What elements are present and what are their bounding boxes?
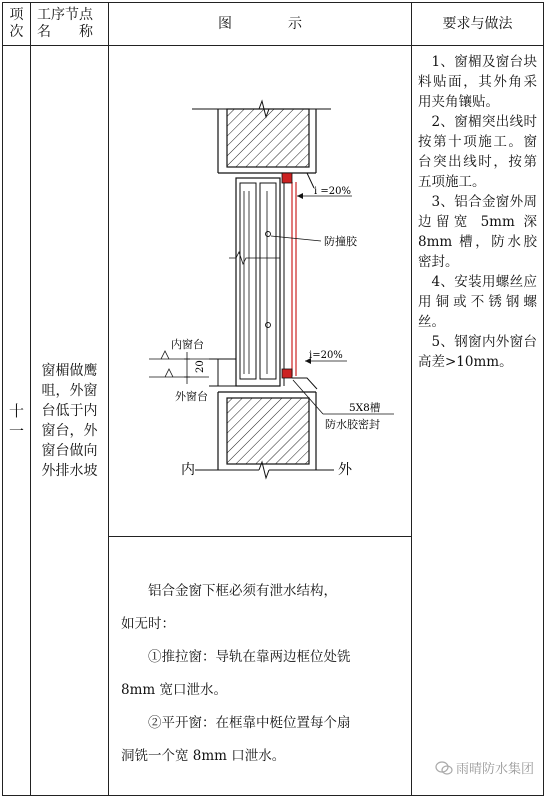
item-number-line2: 一	[8, 421, 24, 440]
top-sealant	[282, 173, 292, 183]
frame-break-line	[229, 252, 280, 264]
outside-label: 外	[338, 462, 352, 478]
dimension-value: 20	[195, 360, 206, 373]
item-row	[3, 46, 544, 537]
slope-label-bottom: i=20%	[309, 350, 343, 361]
inner-sill-marker	[161, 351, 169, 359]
bumper-dot	[266, 323, 271, 328]
slope-label-top: i =20%	[314, 186, 351, 197]
node-line: 窗楣做鹰	[41, 362, 98, 379]
note-line: 8mm 宽口泄水。	[121, 682, 227, 698]
groove-label: 5X8槽	[349, 402, 381, 414]
note-line: 铝合金窗下框必须有泄水结构，	[148, 583, 337, 599]
header-node	[31, 3, 109, 46]
requirement-item: 2、窗楣突出线时按第十项施工。窗台突出线时，按第五项施工。	[418, 114, 537, 190]
node-line: 咀，外窗	[41, 382, 98, 399]
node-line: 窗台做向	[41, 442, 98, 459]
slope-arrow-top	[297, 193, 303, 199]
outer-sill-label: 外窗台	[175, 390, 208, 403]
inner-sash	[240, 183, 256, 379]
header-node-line1: 工序节点	[37, 7, 93, 23]
requirement-item: 1、窗楣及窗台块料贴面，其外角采用夹角镶贴。	[418, 54, 537, 110]
spec-table	[2, 2, 544, 796]
header-row	[3, 3, 544, 46]
requirements-cell	[412, 46, 544, 796]
node-name	[31, 46, 109, 796]
window-frame	[236, 178, 280, 386]
item-number	[3, 46, 31, 796]
inside-label: 内	[181, 462, 195, 478]
header-node-line2: 名 称	[37, 24, 93, 40]
note-line: 洞铣一个宽 8mm 口泄水。	[121, 748, 286, 764]
watermark	[435, 758, 534, 777]
note-line: ①推拉窗：导轨在靠两边框位处铣	[148, 649, 351, 665]
inner-sill-label: 内窗台	[171, 338, 204, 351]
figure-cell	[109, 46, 412, 537]
note-line: 如无时：	[121, 616, 175, 632]
sealant-label: 防水胶密封	[325, 418, 380, 431]
bumper-dot	[266, 232, 271, 237]
header-requirements: 要求与做法	[412, 3, 544, 46]
watermark-text: 雨晴防水集团	[455, 762, 534, 777]
outer-sill-marker	[165, 369, 173, 377]
requirement-item: 5、钢窗内外窗台高差>10mm。	[418, 334, 537, 370]
upper-masonry-block	[227, 109, 309, 167]
node-line: 外排水坡	[41, 462, 98, 479]
node-line: 窗台，外	[41, 422, 98, 439]
requirement-item: 3、铝合金窗外周边留宽 5mm 深 8mm 槽，防水胶密封。	[418, 194, 537, 270]
header-no-line1: 项	[9, 7, 24, 23]
node-line: 台低于内	[41, 402, 98, 419]
header-no-line2: 次	[9, 24, 24, 40]
wechat-icon	[435, 761, 453, 775]
lower-masonry-block	[227, 398, 309, 464]
note-line: ②平开窗：在框靠中梃位置每个扇	[148, 715, 351, 731]
header-figure: 图 示	[109, 3, 412, 46]
header-no	[3, 3, 31, 46]
bottom-sealant	[282, 369, 292, 378]
window-sill-diagram	[109, 46, 411, 532]
bumper-label: 防撞胶	[324, 235, 357, 248]
requirement-item: 4、安装用螺丝应用铜或不锈钢螺丝。	[418, 274, 537, 330]
item-number-line1: 十	[8, 401, 24, 420]
drainage-note	[109, 537, 412, 796]
outer-sash	[260, 183, 276, 379]
top-drip-edge	[292, 173, 314, 188]
